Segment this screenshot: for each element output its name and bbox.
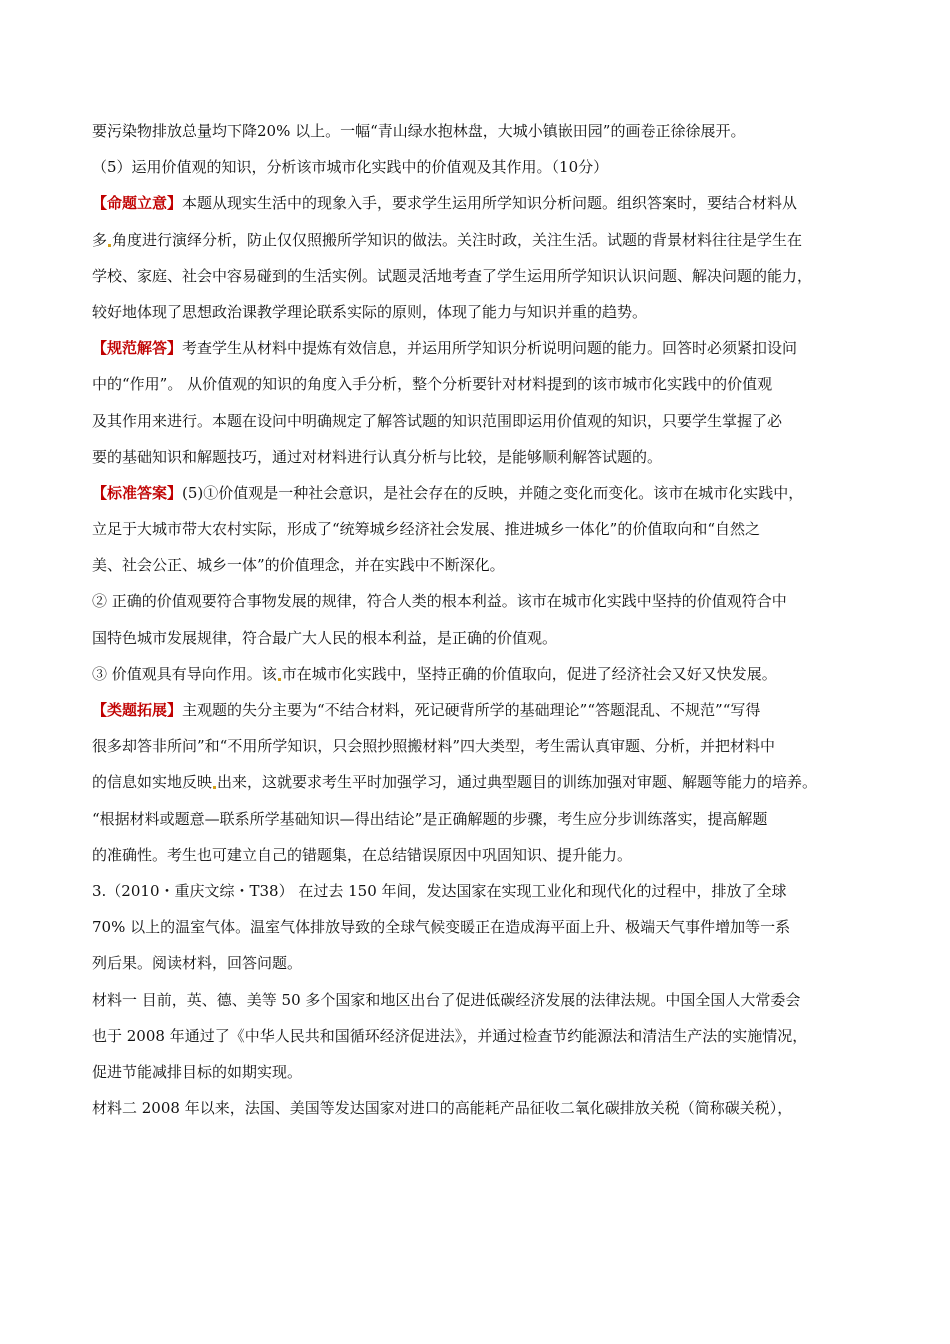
line-text: 也于 2008 年通过了《中华人民共和国循环经济促进法》，并通过检查节约能源法和清洁生产法的实施情况， <box>92 1026 808 1045</box>
line-text: 学校、家庭、社会中容易碰到的生活实例。试题灵活地考查了学生运用所学知识认识问题、解决问题的能力， <box>92 266 813 285</box>
paragraph-line <box>92 258 872 294</box>
biaozhun-section <box>92 475 872 511</box>
biaozhun-tag: 【标准答案】 <box>92 483 183 502</box>
paragraph-line <box>92 945 872 981</box>
line-text: 美、社会公正、城乡一体”的价值理念，并在实践中不断深化。 <box>92 556 505 575</box>
paragraph-line <box>92 113 872 149</box>
paragraph-line <box>92 583 872 619</box>
line-text: 很多却答非所问”和“不用所学知识，只会照抄照搬材料”四大类型，考生需认真审题、分析，并把材料中 <box>92 737 776 756</box>
paragraph-line <box>92 366 872 402</box>
line-text: 3.（2010・重庆文综・T38） 在过去 150 年间，发达国家在实现工业化和现代化的过程中，排放了全球 <box>92 881 787 900</box>
line-text: 考查学生从材料中提炼有效信息，并运用所学知识分析说明问题的能力。回答时必须紧扣设问 <box>182 339 798 358</box>
paragraph-line <box>92 728 872 764</box>
line-text: ③ 价值观具有导向作用。该 <box>92 664 277 683</box>
leiti-tag: 【类题拓展】 <box>92 701 183 719</box>
line-text: 要的基础知识和解题技巧，通过对材料进行认真分析与比较，是能够顺利解答试题的。 <box>92 447 663 466</box>
line-text: 70% 以上的温室气体。温室气体排放导致的全球气候变暖正在造成海平面上升、极端天气事件增加等一系 <box>92 918 791 937</box>
line-text: 较好地体现了思想政治课教学理论联系实际的原则，体现了能力与知识并重的趋势。 <box>92 302 648 321</box>
line-text: 材料二 2008 年以来，法国、美国等发达国家对进口的高能耗产品征收二氧化碳排放关税（简称碳关税）， <box>92 1099 793 1118</box>
mingti-tag: 【命题立意】 <box>92 194 183 213</box>
paragraph-line <box>92 909 872 945</box>
paragraph-line <box>92 511 872 547</box>
material-1 <box>92 982 872 1018</box>
dot-mark <box>108 244 111 247</box>
question-3 <box>92 873 872 909</box>
line-text: 出来，这就要求考生平时加强学习，通过典型题目的训练加强对审题、解题等能力的培养。 <box>217 773 818 792</box>
paragraph-line <box>92 439 872 475</box>
line-text: 及其作用来进行。本题在设问中明确规定了解答试题的知识范围即运用价值观的知识，只要学生掌握了必 <box>92 411 783 430</box>
paragraph-line <box>92 656 872 692</box>
leiti-section <box>92 692 872 728</box>
dot-mark <box>278 678 281 681</box>
line-text: 国特色城市发展规律，符合最广大人民的根本利益，是正确的价值观。 <box>92 628 558 647</box>
paragraph-line <box>92 764 872 800</box>
line-text: （5）运用价值观的知识，分析该市城市化实践中的价值观及其作用。（10分） <box>92 158 609 177</box>
line-text: 材料一 目前，英、德、美等 50 多个国家和地区出台了促进低碳经济发展的法律法规。中国全国人大常委会 <box>92 990 801 1009</box>
line-text: “根据材料或题意—联系所学基础知识—得出结论”是正确解题的步骤，考生应分步训练落实，提高解题 <box>92 809 768 828</box>
document-body <box>92 113 872 1126</box>
paragraph-line <box>92 294 872 330</box>
paragraph-line <box>92 403 872 439</box>
line-text: 的信息如实地反映 <box>92 773 213 792</box>
line-text: 中的“作用”。 从价值观的知识的角度入手分析，整个分析要针对材料提到的该市城市化实践中的价值观 <box>92 375 773 394</box>
mingti-section <box>92 185 872 221</box>
line-text: 促进节能减排目标的如期实现。 <box>92 1062 303 1081</box>
line-text: 市在城市化实践中，坚持正确的价值取向，促进了经济社会又好又快发展。 <box>281 664 777 683</box>
line-text: ② 正确的价值观要符合事物发展的规律，符合人类的根本利益。该市在城市化实践中坚持的价值观符合中 <box>92 592 787 611</box>
line-text: 本题从现实生活中的现象入手，要求学生运用所学知识分析问题。组织答案时，要结合材料从 <box>182 194 798 213</box>
material-2 <box>92 1090 872 1126</box>
line-text: 主观题的失分主要为“不结合材料，死记硬背所学的基础理论”“答题混乱、不规范”“写得 <box>182 701 761 719</box>
paragraph-line <box>92 222 872 258</box>
dot-mark <box>213 786 216 789</box>
line-text: 多 <box>92 230 108 249</box>
line-text: 角度进行演绎分析，防止仅仅照搬所学知识的做法。关注时政，关注生活。试题的背景材料往往是学生在 <box>112 230 803 249</box>
paragraph-line <box>92 1054 872 1090</box>
line-text: 的准确性。考生也可建立自己的错题集，在总结错误原因中巩固知识、提升能力。 <box>92 845 633 864</box>
line-text: (5)①价值观是一种社会意识，是社会存在的反映，并随之变化而变化。该市在城市化实践中， <box>182 483 804 502</box>
paragraph-line <box>92 620 872 656</box>
line-text: 列后果。阅读材料，回答问题。 <box>92 954 303 973</box>
paragraph-line <box>92 1018 872 1054</box>
paragraph-line <box>92 547 872 583</box>
guifan-section <box>92 330 872 366</box>
line-text: 立足于大城市带大农村实际，形成了“统筹城乡经济社会发展、推进城乡一体化”的价值取向和“自然之 <box>92 520 761 539</box>
line-text: 要污染物排放总量均下降20% 以上。一幅“青山绿水抱林盘，大城小镇嵌田园”的画卷正徐徐展开。 <box>92 122 746 140</box>
paragraph-line <box>92 837 872 873</box>
question-5 <box>92 149 872 185</box>
paragraph-line <box>92 801 872 837</box>
guifan-tag: 【规范解答】 <box>92 339 183 358</box>
